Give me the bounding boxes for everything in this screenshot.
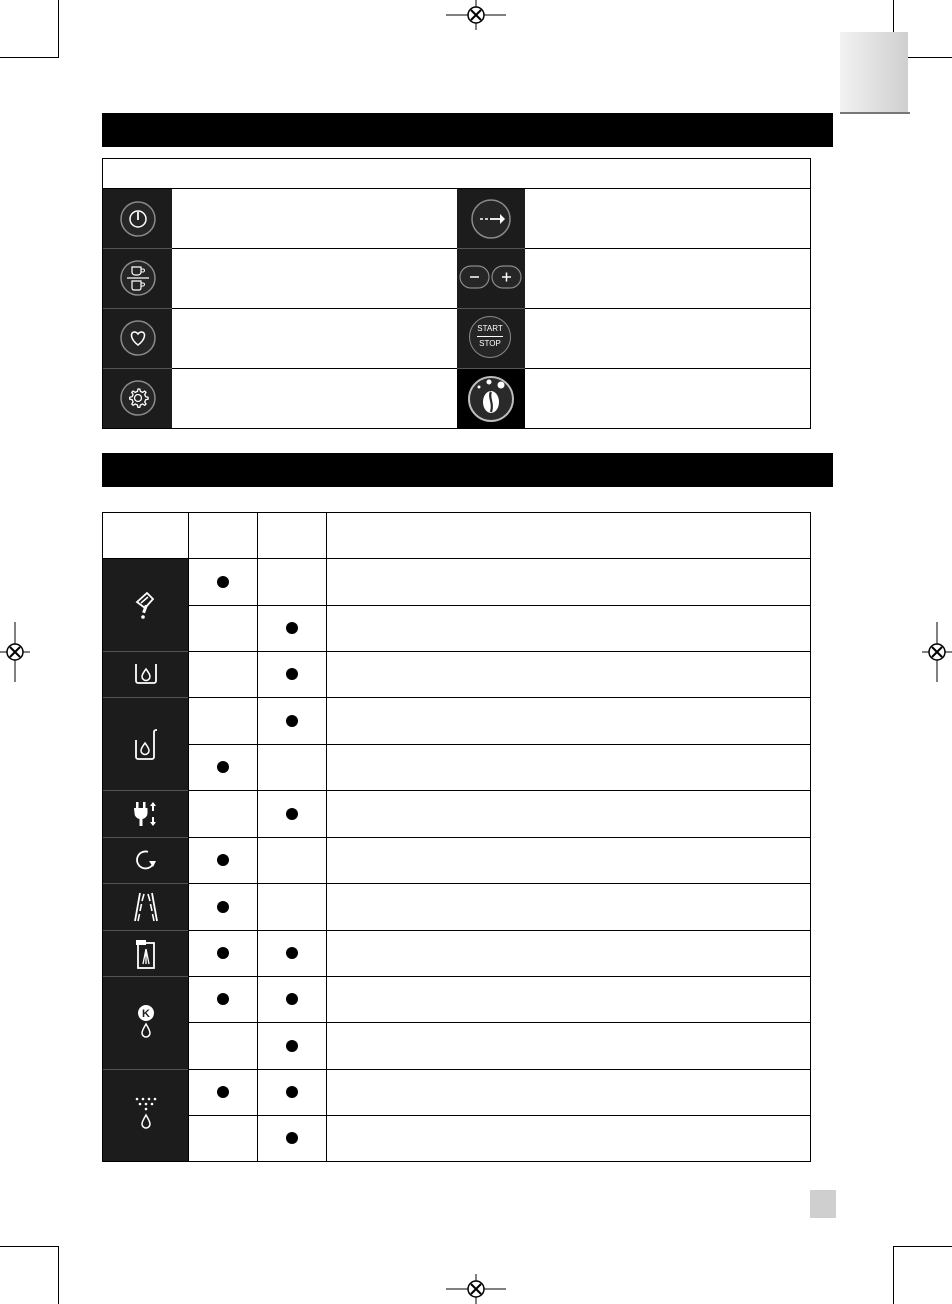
registration-mark-right-icon	[922, 622, 952, 682]
rinse-cycle-icon	[133, 847, 159, 873]
gear-button-icon[interactable]	[118, 378, 158, 418]
registration-mark-left-icon	[0, 622, 30, 682]
section-header-controls-label	[102, 122, 112, 138]
section-header-controls	[102, 113, 833, 147]
indicator-dot-col2	[286, 1086, 298, 1098]
door-warning-icon	[131, 590, 159, 622]
indicator-dot-col2	[286, 1040, 298, 1052]
indicator-dot-col1	[217, 1086, 229, 1098]
coffee-bean-button-icon[interactable]	[467, 375, 515, 423]
language-tab-underline	[840, 112, 910, 114]
steam-icon	[132, 891, 160, 923]
drip-tray-icon	[133, 661, 159, 687]
arrow-next-button-icon[interactable]	[469, 197, 513, 241]
registration-mark-top-icon	[446, 0, 506, 30]
cup-select-button-icon[interactable]	[118, 258, 158, 298]
indicator-dot-col1	[217, 947, 229, 959]
descale-icon	[132, 1003, 160, 1043]
indicator-dot-col2	[286, 622, 298, 634]
indicator-dot-col2	[286, 715, 298, 727]
indicator-dot-col2	[286, 1132, 298, 1144]
indicator-dot-col1	[217, 854, 229, 866]
indicator-dot-col1	[217, 901, 229, 913]
stop-text: STOP	[479, 339, 501, 348]
page-number-box	[810, 1190, 836, 1218]
start-text: START	[477, 324, 503, 333]
powder-water-icon	[132, 1094, 160, 1134]
water-tank-icon	[133, 728, 159, 762]
svg-text:K: K	[142, 1008, 150, 1020]
filter-cartridge-icon	[135, 938, 157, 970]
section-header-indicators	[102, 453, 833, 487]
indicator-dot-col1	[217, 993, 229, 1005]
section-header-indicators-label	[102, 462, 112, 478]
indicator-dot-col2	[286, 947, 298, 959]
minus-plus-button-icon[interactable]	[459, 264, 523, 290]
registration-mark-bottom-icon	[446, 1274, 506, 1304]
indicator-dot-col2	[286, 668, 298, 680]
indicator-dot-col1	[217, 576, 229, 588]
indicator-dot-col2	[286, 993, 298, 1005]
power-button-icon[interactable]	[118, 199, 158, 239]
start-stop-button[interactable]	[469, 316, 511, 358]
indicator-dot-col2	[286, 808, 298, 820]
plug-icon	[132, 799, 160, 829]
indicator-dot-col1	[217, 761, 229, 773]
heart-button-icon[interactable]	[118, 318, 158, 358]
language-tab	[840, 32, 908, 112]
